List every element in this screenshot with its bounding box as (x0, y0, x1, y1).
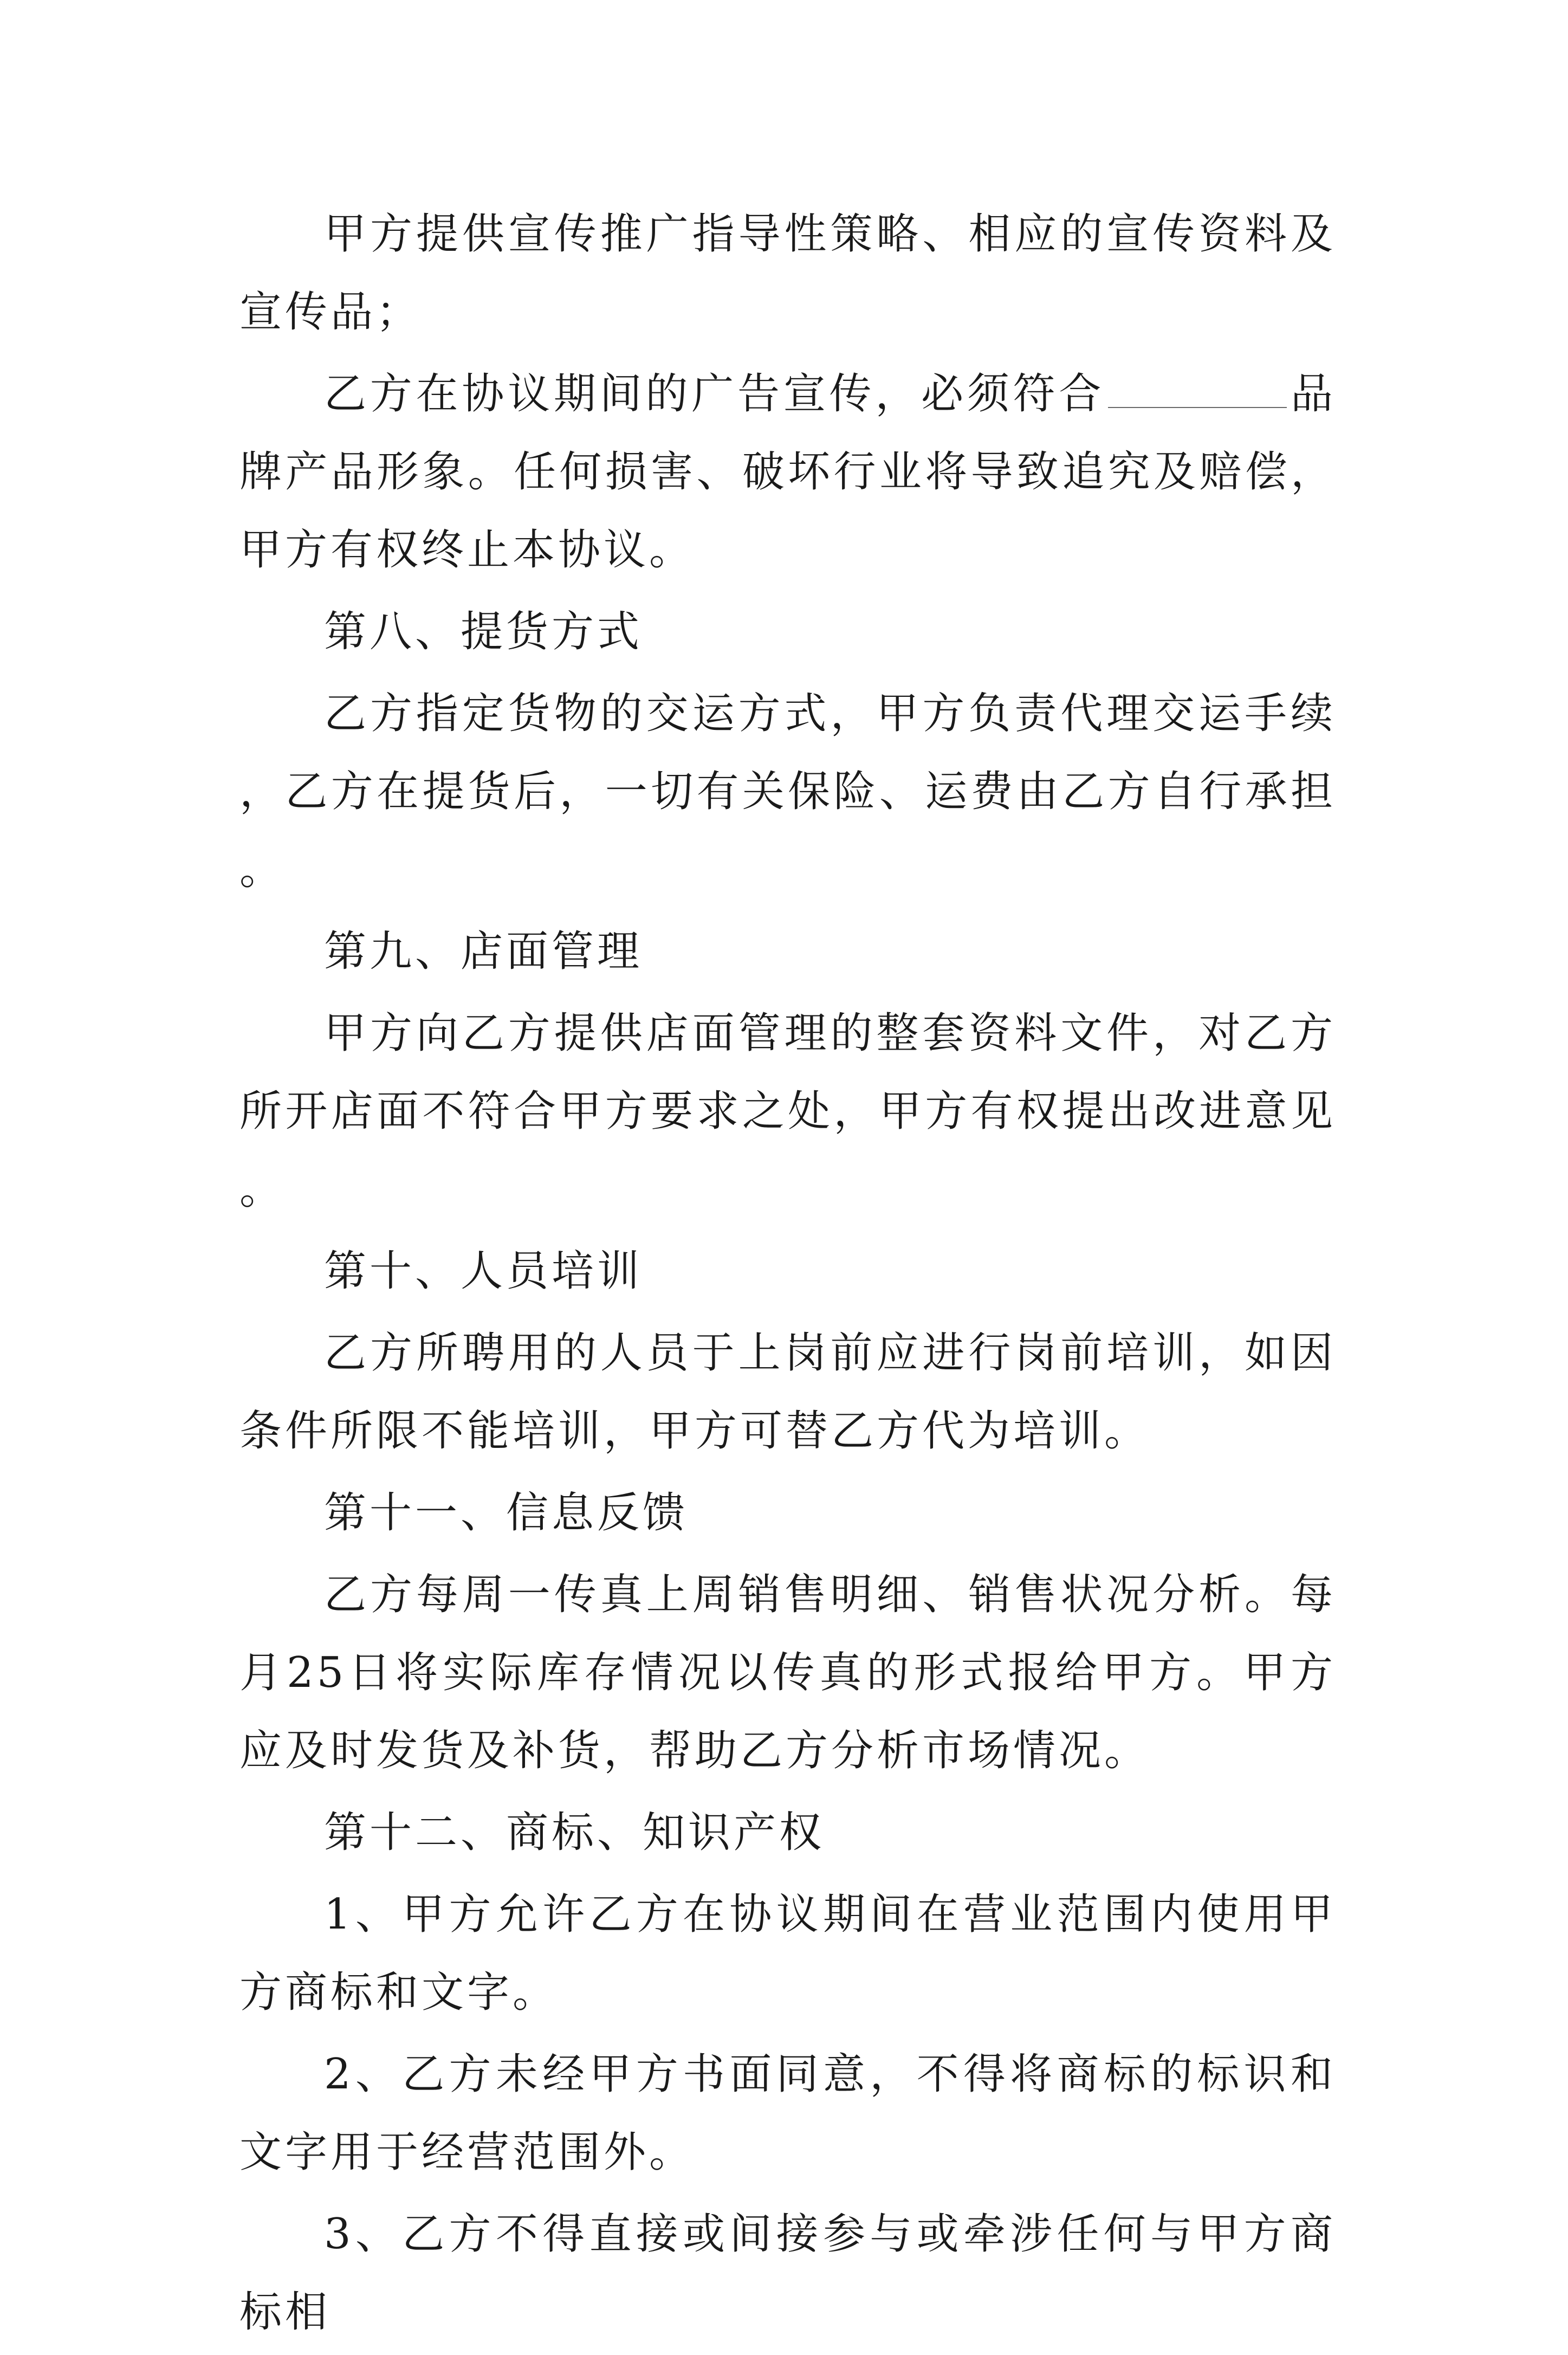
heading-staff-training: 第十、人员培训 (324, 1247, 643, 1296)
heading-information-feedback: 第十一、信息反馈 (324, 1489, 689, 1537)
brand-name-blank (1108, 407, 1287, 408)
heading-pickup-method: 第八、提货方式 (324, 607, 643, 656)
paragraph-promotion: 甲方提供宣传推广指导性策略、相应的宣传资料及宣传品； (239, 210, 1336, 337)
heading-store-management: 第九、店面管理 (324, 927, 643, 976)
paragraph-store-management: 甲方向乙方提供店面管理的整套资料文件，对乙方所开店面不符合甲方要求之处，甲方有权提出改进意见。 (239, 1009, 1336, 1214)
paragraph-trademark-2: 2、乙方未经甲方书面同意，不得将商标的标识和文字用于经营范围外。 (239, 2050, 1336, 2177)
paragraph-advertising-end: 品牌产品形象。任何损害、破坏行业将导致追究及赔偿，甲方有权终止本协议。 (239, 370, 1336, 574)
heading-trademark-ip: 第十二、商标、知识产权 (324, 1808, 825, 1857)
paragraph-pickup-method: 乙方指定货物的交运方式，甲方负责代理交运手续，乙方在提货后，一切有关保险、运费由乙方自行承担。 (239, 689, 1336, 894)
document-body (239, 195, 1336, 2355)
paragraph-advertising-start: 乙方在协议期间的广告宣传，必须符合 (324, 370, 1105, 418)
paragraph-information-feedback: 乙方每周一传真上周销售明细、销售状况分析。每月25日将实际库存情况以传真的形式报给甲方。甲方应及时发货及补货，帮助乙方分析市场情况。 (239, 1570, 1336, 1775)
paragraph-trademark-1: 1、甲方允许乙方在协议期间在营业范围内使用甲方商标和文字。 (239, 1890, 1336, 2017)
paragraph-staff-training: 乙方所聘用的人员于上岗前应进行岗前培训，如因条件所限不能培训，甲方可替乙方代为培训。 (239, 1329, 1336, 1455)
paragraph-trademark-3: 3、乙方不得直接或间接参与或牵涉任何与甲方商标相 (239, 2210, 1336, 2337)
paragraph-advertising (239, 355, 1336, 589)
